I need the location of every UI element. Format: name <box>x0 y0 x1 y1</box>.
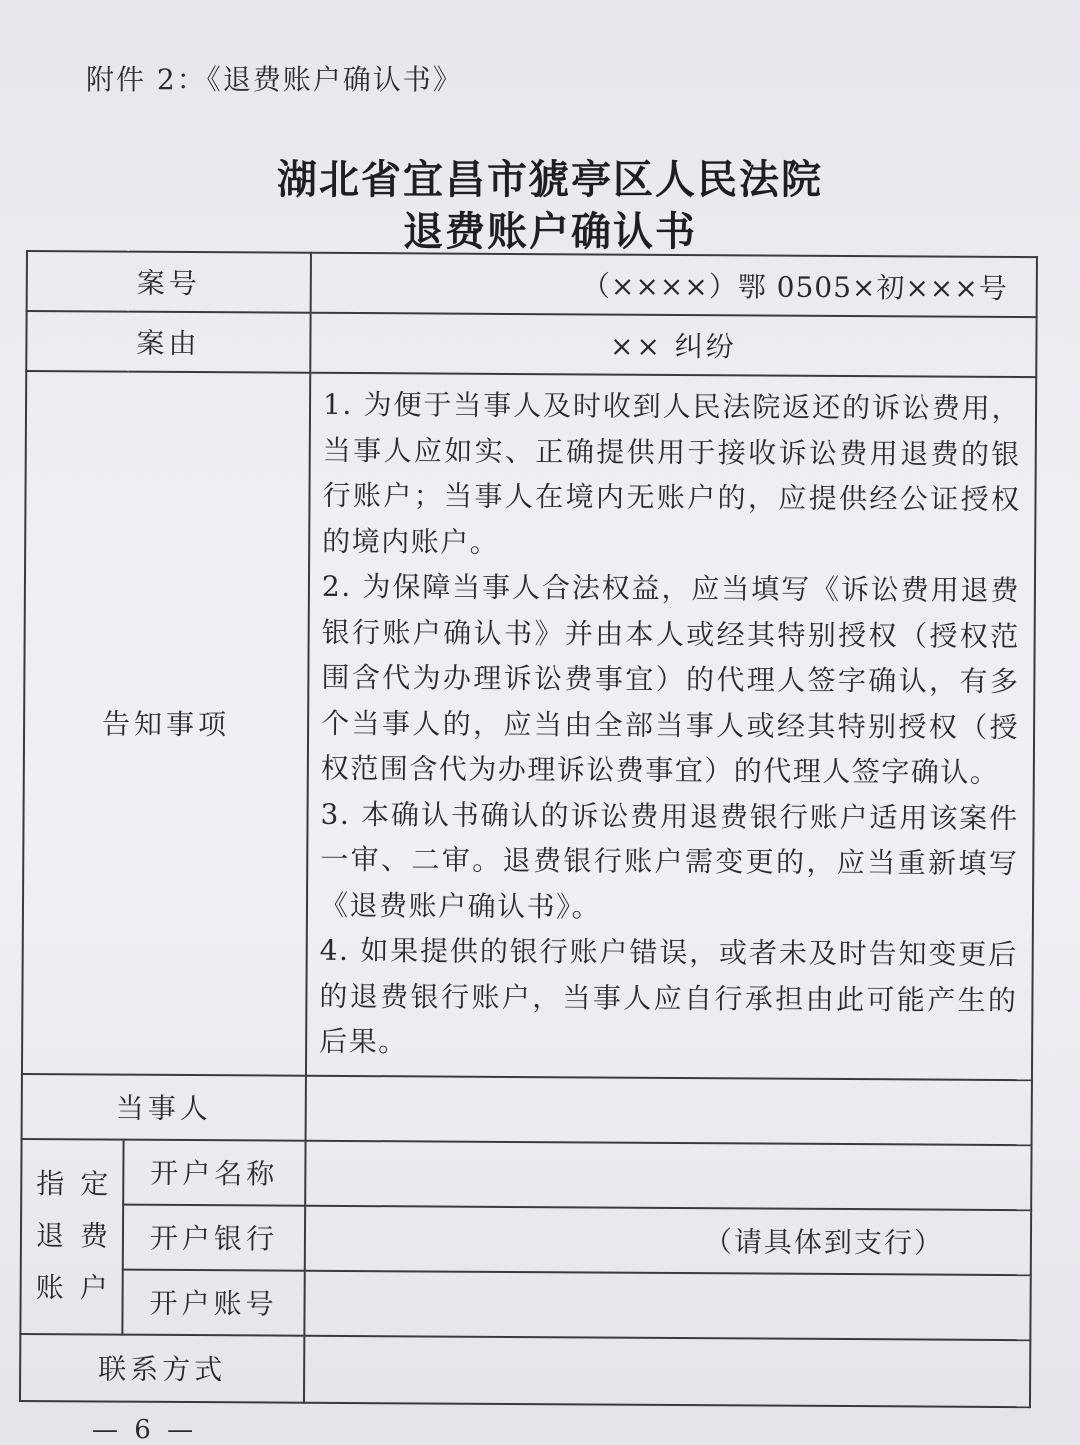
account-bank-field[interactable]: （请具体到支行） <box>305 1205 1031 1274</box>
contact-field[interactable] <box>304 1335 1030 1406</box>
case-cause-label: 案由 <box>26 311 310 373</box>
notice-label: 告知事项 <box>22 371 310 1075</box>
party-field[interactable] <box>306 1075 1032 1144</box>
case-number-value[interactable]: （××××）鄂 0505×初×××号 <box>311 253 1037 317</box>
notice-item-3: 3. 本确认书确认的诉讼费用退费银行账户适用该案件一审、二审。退费银行账户需变更的，应当重新填写《退费账户确认书》。 <box>319 797 1019 924</box>
confirmation-form-table <box>19 250 1038 1408</box>
account-bank-label: 开户银行 <box>123 1204 305 1270</box>
document-title: 退费账户确认书 <box>403 209 697 255</box>
account-group-char: 指 <box>36 1167 65 1201</box>
account-group-char: 费 <box>79 1219 109 1253</box>
notice-item-2: 2. 为保障当事人合法权益，应当填写《诉讼费用退费银行账户确认书》并由本人或经其特别授权（授权范围含代为办理诉讼费事宜）的代理人签字确认，有多个当事人的，应当由全部当事人或经其特别授权（授权范围含代为办理诉讼费事宜）的代理人签字确认。 <box>320 569 1021 789</box>
account-number-row <box>20 1268 1030 1339</box>
contact-row <box>20 1333 1030 1406</box>
case-number-row <box>27 251 1037 317</box>
court-title: 湖北省宜昌市猇亭区人民法院 <box>277 157 823 203</box>
case-number-label: 案号 <box>27 251 311 313</box>
account-group-char: 退 <box>35 1219 65 1253</box>
account-bank-row <box>21 1203 1031 1274</box>
account-group-char: 定 <box>80 1167 109 1201</box>
notice-item-1: 1. 为便于当事人及时收到人民法院返还的诉讼费用，当事人应如实、正确提供用于接收诉讼费用退费的银行账户；当事人在境内无账户的，应提供经公证授权的境内账户。 <box>322 387 1022 559</box>
party-row <box>22 1073 1032 1144</box>
account-number-field[interactable] <box>304 1270 1030 1339</box>
page-number: — 6 — <box>92 1415 198 1445</box>
contact-label: 联系方式 <box>20 1333 304 1402</box>
account-name-row <box>21 1138 1031 1209</box>
case-cause-value[interactable]: ×× 纠纷 <box>310 313 1036 377</box>
attachment-label: 附件 2：《退费账户确认书》 <box>86 63 463 96</box>
case-cause-row <box>26 311 1036 377</box>
designated-refund-account-label <box>20 1138 123 1334</box>
account-group-char: 账 <box>35 1271 64 1305</box>
account-group-char: 户 <box>79 1271 108 1305</box>
notice-row <box>22 371 1036 1080</box>
account-name-field[interactable] <box>305 1140 1031 1209</box>
party-label: 当事人 <box>22 1073 306 1140</box>
account-name-label: 开户名称 <box>123 1139 305 1205</box>
notice-content <box>306 373 1036 1080</box>
account-number-label: 开户账号 <box>122 1269 304 1335</box>
notice-item-4: 4. 如果提供的银行账户错误，或者未及时告知变更后的退费银行账户，当事人应自行承担由此可能产生的后果。 <box>319 933 1018 1059</box>
